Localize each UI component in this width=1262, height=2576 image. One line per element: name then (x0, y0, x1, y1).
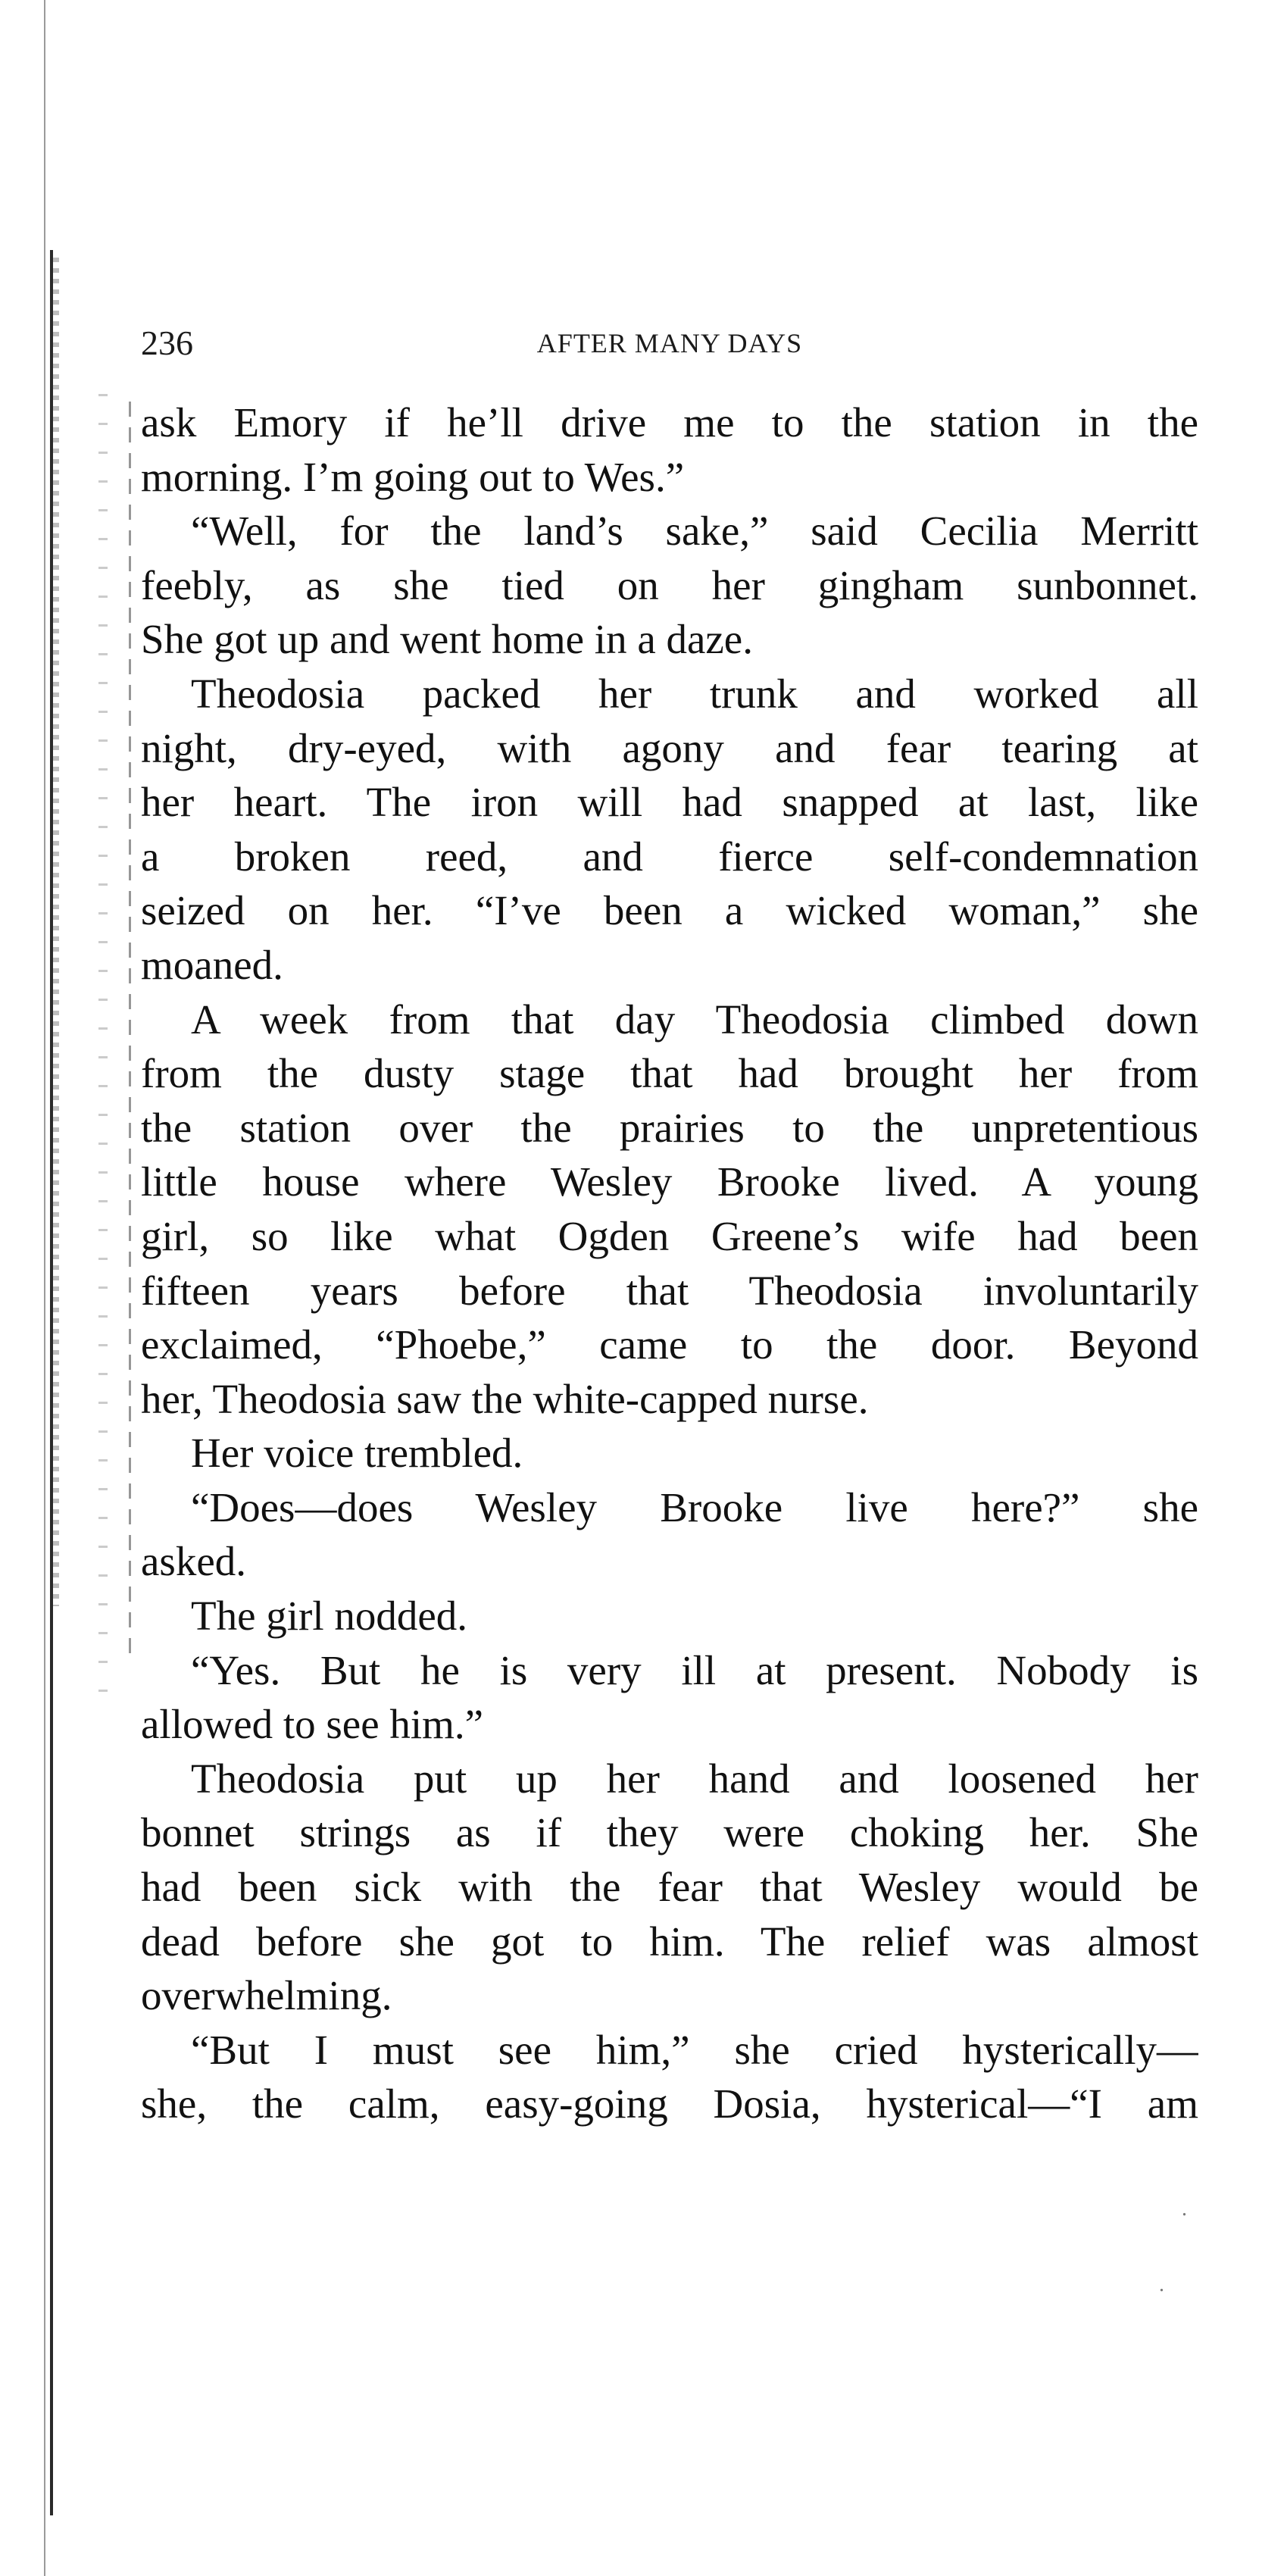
text-line: the station over the prairies to the unpretentious (141, 1104, 1198, 1151)
text-line: girl, so like what Ogden Greene’s wife had been (141, 1212, 1198, 1259)
text-line: asked. (141, 1538, 246, 1585)
text-line: A week from that day Theodosia climbed down (191, 996, 1198, 1043)
text-line: fifteen years before that Theodosia involuntarily (141, 1267, 1198, 1314)
text-line: her heart. The iron will had snapped at last, like (141, 779, 1198, 826)
text-line: had been sick with the fear that Wesley would be (141, 1864, 1198, 1911)
text-line: ask Emory if he’ll drive me to the station in the (141, 399, 1198, 445)
scan-edge-line (44, 0, 45, 2576)
text-line: Theodosia put up her hand and loosened her (191, 1755, 1198, 1802)
page-header (141, 317, 1198, 370)
running-head: AFTER MANY DAYS (536, 328, 803, 358)
text-line: The girl nodded. (191, 1593, 468, 1640)
text-line: seized on her. “I’ve been a wicked woman,” she (141, 887, 1198, 934)
text-line: moaned. (141, 941, 283, 988)
text-line: feebly, as she tied on her gingham sunbonnet. (141, 561, 1198, 608)
text-line: Theodosia packed her trunk and worked all (191, 670, 1198, 717)
text-line: dead before she got to him. The relief was almost (141, 1918, 1198, 1965)
text-line: she, the calm, easy-going Dosia, hysterical—“I am (141, 2080, 1198, 2127)
text-line: morning. I’m going out to Wes.” (141, 453, 685, 500)
text-line: night, dry-eyed, with agony and fear tearing at (141, 724, 1198, 771)
text-line: “Well, for the land’s sake,” said Cecilia Merritt (191, 508, 1198, 555)
text-line: bonnet strings as if they were choking her. She (141, 1809, 1198, 1856)
text-line: allowed to see him.” (141, 1701, 484, 1748)
text-line: little house where Wesley Brooke lived. A young (141, 1158, 1198, 1205)
body-text (141, 395, 1198, 2131)
text-line: She got up and went home in a daze. (141, 616, 753, 663)
text-line: exclaimed, “Phoebe,” came to the door. Beyond (141, 1321, 1198, 1368)
margin-rule (129, 402, 131, 1659)
binding-shadow (53, 258, 59, 1606)
text-line: “But I must see him,” she cried hysterically— (191, 2026, 1198, 2073)
scan-speck: . (1182, 2197, 1187, 2221)
text-line: “Does—does Wesley Brooke live here?” she (191, 1483, 1198, 1530)
text-line: from the dusty stage that had brought her from (141, 1050, 1198, 1097)
text-line: Her voice trembled. (191, 1430, 523, 1477)
text-line: her, Theodosia saw the white-capped nurse. (141, 1375, 869, 1422)
text-line: “Yes. But he is very ill at present. Nobody is (191, 1646, 1198, 1693)
text-line: overwhelming. (141, 1972, 392, 2019)
margin-specks (98, 394, 108, 1712)
text-line: a broken reed, and fierce self-condemnation (141, 833, 1198, 880)
page-number: 236 (141, 324, 193, 362)
scan-speck: . (1159, 2273, 1164, 2296)
